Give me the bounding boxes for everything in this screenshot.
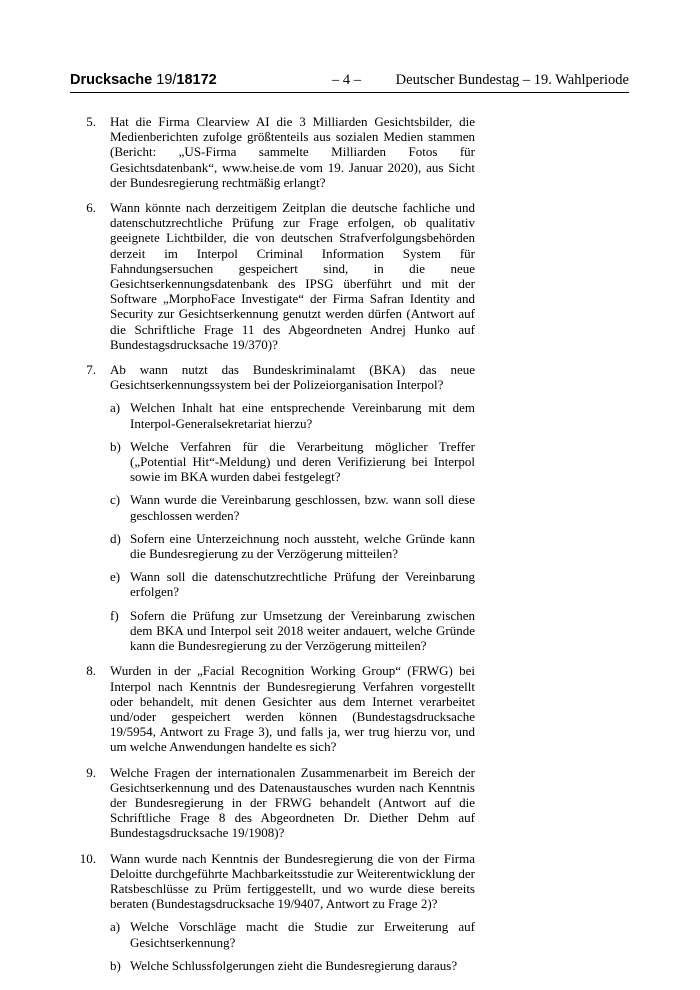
sub-label: d): [110, 530, 121, 546]
question-9: [70, 765, 475, 841]
sub-question-c: [110, 492, 475, 522]
page-header: [70, 70, 629, 93]
sub-text: Wann wurde die Vereinbarung geschlossen, bzw. wann soll diese geschlossen werden?: [130, 492, 475, 523]
question-text: Welche Fragen der internationalen Zusammenarbeit im Bereich der Gesichtserkennung und des Datenaustausches wurden nach Kenntnis der Bundesregierung in der FRWG behandelt (Antwort auf die Schriftliche Frage 8 des Abgeordneten Dr. Diether Dehm auf Bundestagsdrucksache 19/1908)?: [110, 764, 475, 841]
sub-question-f: [110, 608, 475, 654]
doc-label: Drucksache: [70, 72, 153, 88]
question-text: Wann wurde nach Kenntnis der Bundesregierung die von der Firma Deloitte durchgeführte Machbarkeitsstudie zur Weiterentwicklung der Ratsbeschlüsse zu Prüm fertiggestellt, und wo wurde diese bereits beraten (Bundestagsdrucksache 19/9407, Antwort zu Frage 2)?: [110, 850, 475, 912]
page-number: – 4 –: [332, 72, 361, 88]
sub-question-a: [110, 400, 475, 430]
question-5: [70, 114, 475, 190]
doc-number: 18172: [176, 72, 217, 88]
sub-question-e: [110, 569, 475, 599]
question-text: Ab wann nutzt das Bundeskriminalamt (BKA) das neue Gesichtserkennungssystem bei der Polizeiorganisation Interpol?: [110, 362, 475, 393]
sub-text: Sofern die Prüfung zur Umsetzung der Vereinbarung zwischen dem BKA und Interpol seit 2018 weiter andauert, welche Gründe kann die Bundesregierung zu der Verzögerung mitteilen?: [130, 607, 475, 654]
publisher: Deutscher Bundestag – 19. Wahlperiode: [395, 72, 629, 88]
question-text: Hat die Firma Clearview AI die 3 Milliarden Gesichtsbilder, die Medienberichten zufolge größtenteils aus sozialen Medien stammen (Bericht: „US-Firma sammelte Milliarden Fotos für Gesichtsdatenbank“, www.heise.de vom 19. Januar 2020), aus Sicht der Bundesregierung rechtmäßig erlangt?: [110, 114, 475, 190]
question-6: [70, 200, 475, 352]
question-number: 5.: [86, 114, 96, 129]
sub-text: Welche Vorschläge macht die Studie zur Erweiterung auf Gesichtserkennung?: [130, 919, 475, 950]
question-list: [70, 114, 475, 983]
doc-period: 19/: [156, 72, 177, 88]
question-number: 6.: [86, 200, 96, 216]
question-number: 10.: [79, 850, 96, 866]
sub-label: e): [110, 569, 121, 585]
sub-label: b): [110, 438, 121, 454]
sub-label: c): [110, 492, 121, 508]
question-number: 8.: [86, 663, 96, 679]
sub-questions: [110, 400, 475, 653]
sub-question-b: [110, 439, 475, 485]
question-8: [70, 663, 475, 754]
sub-text: Welchen Inhalt hat eine entsprechende Vereinbarung mit dem Interpol-Generalsekretariat hierzu?: [130, 400, 475, 431]
sub-question-b: [110, 958, 475, 973]
sub-questions: [110, 919, 475, 973]
sub-text: Welche Schlussfolgerungen zieht die Bundesregierung daraus?: [130, 957, 458, 973]
sub-label: a): [110, 919, 121, 935]
sub-text: Sofern eine Unterzeichnung noch aussteht, welche Gründe kann die Bundesregierung zu der Verzögerung mitteilen?: [130, 530, 475, 562]
document-reference: [70, 72, 217, 88]
sub-question-a: [110, 919, 475, 949]
question-number: 9.: [86, 764, 96, 780]
question-7: [70, 362, 475, 653]
sub-label: a): [110, 400, 121, 416]
sub-label: f): [110, 607, 119, 623]
question-text: Wann könnte nach derzeitigem Zeitplan die deutsche fachliche und datenschutzrechtliche Prüfung zur Frage erfolgen, ob qualitativ geeignete Lichtbilder, die von deutschen Strafverfolgungsbehörden derzeit im Interpol Criminal Information System für Fahndungsersuchen gespeichert sind, in die neue Gesichtserkennungsdatenbank des IPSG überführt und mit der Software „MorphoFace Investigate“ der Firma Safran Identity and Security zur Gesichtserkennung genutzt werden dürfen (Antwort auf die Schriftliche Frage 11 des Abgeordneten Andrej Hunko auf Bundestagsdrucksache 19/370)?: [110, 200, 475, 352]
sub-question-d: [110, 531, 475, 561]
doc-number-group: [156, 72, 217, 88]
sub-label: b): [110, 957, 121, 973]
sub-text: Welche Verfahren für die Verarbeitung möglicher Treffer („Potential Hit“-Meldung) und deren Verifizierung bei Interpol sowie im BKA wurden dabei festgelegt?: [130, 438, 475, 485]
question-number: 7.: [86, 362, 96, 378]
question-10: [70, 851, 475, 973]
sub-text: Wann soll die datenschutzrechtliche Prüfung der Vereinbarung erfolgen?: [130, 569, 475, 600]
question-text: Wurden in der „Facial Recognition Working Group“ (FRWG) bei Interpol nach Kenntnis der Bundesregierung Verfahren vorgestellt oder behandelt, mit denen Gesichter aus dem Internet verarbeitet und/oder gespeichert werden können (Bundestagsdrucksache 19/5954, Antwort zu Frage 3), und falls ja, wer trug hierzu vor, und um welche Anwendungen handelte es sich?: [110, 663, 475, 755]
